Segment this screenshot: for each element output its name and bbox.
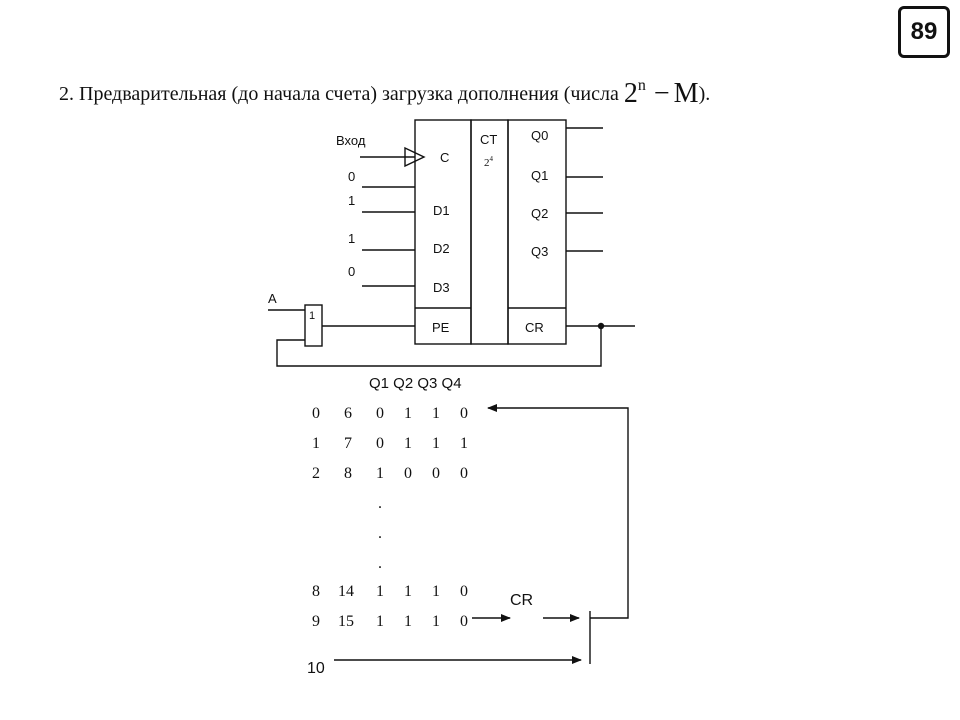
row-value: 7 (344, 435, 352, 452)
row-bit-q2: 1 (404, 435, 412, 452)
counter-core (471, 120, 508, 344)
row-bit-q1: 1 (376, 583, 384, 600)
row-bit-q3: 1 (432, 613, 440, 630)
table-row-3 (312, 583, 468, 600)
data-input-value-3: 0 (348, 264, 356, 279)
row-value: 6 (344, 405, 352, 422)
row-bit-q3: 0 (432, 465, 440, 482)
table-row-2 (312, 465, 468, 482)
reset-return-arrow (488, 408, 628, 618)
count-label: 10 (307, 660, 325, 677)
data-input-label-3: D3 (433, 280, 450, 295)
row-bit-q2: 1 (404, 613, 412, 630)
gate-input-label: A (268, 291, 277, 306)
ellipsis-dot: . (378, 555, 382, 572)
row-bit-q1: 1 (376, 613, 384, 630)
modulus-exponent: 4 (489, 155, 493, 163)
modulus-base: 2 (484, 157, 490, 169)
gate-label: 1 (309, 310, 316, 322)
row-bit-q3: 1 (432, 435, 440, 452)
row-step: 0 (312, 405, 320, 422)
data-input-value-0: 0 (348, 169, 356, 184)
counter-label: CT (480, 132, 498, 147)
page-number: 89 (898, 6, 950, 58)
formula-base: 2 (623, 78, 638, 109)
ellipsis-dot: . (378, 525, 382, 542)
row-bit-q1: 1 (376, 465, 384, 482)
ellipsis-dot: . (378, 495, 382, 512)
row-bit-q2: 0 (404, 465, 412, 482)
row-bit-q1: 0 (376, 405, 384, 422)
table-row-0 (312, 405, 468, 422)
row-step: 1 (312, 435, 320, 452)
input-label: Вход (336, 133, 366, 148)
row-step: 9 (312, 613, 320, 630)
row-bit-q4: 1 (460, 435, 468, 452)
table-row-1 (312, 435, 468, 452)
pe-label: PE (432, 320, 450, 335)
row-bit-q4: 0 (460, 465, 468, 482)
output-label-q3: Q3 (531, 244, 549, 259)
row-bit-q4: 0 (460, 583, 468, 600)
row-step: 8 (312, 583, 320, 600)
modulus-label (484, 155, 494, 169)
row-step: 2 (312, 465, 320, 482)
data-input-label-1: D1 (433, 203, 450, 218)
formula-minus: − (653, 78, 670, 109)
data-input-value-1: 1 (348, 193, 356, 208)
row-bit-q4: 0 (460, 613, 468, 630)
row-value: 8 (344, 465, 352, 482)
formula-exponent: n (637, 77, 646, 94)
formula-variable: M (673, 78, 699, 109)
row-bit-q2: 1 (404, 405, 412, 422)
output-label-q1: Q1 (531, 168, 549, 183)
title-suffix: ). (698, 83, 711, 105)
data-input-label-2: D2 (433, 241, 450, 256)
row-bit-q2: 1 (404, 583, 412, 600)
cr-label: CR (525, 320, 544, 335)
table-header: Q1 Q2 Q3 Q4 (369, 375, 462, 392)
row-value: 14 (338, 583, 354, 600)
row-bit-q4: 0 (460, 405, 468, 422)
clock-label: C (440, 150, 450, 165)
row-bit-q1: 0 (376, 435, 384, 452)
output-label-q2: Q2 (531, 206, 549, 221)
row-bit-q3: 1 (432, 583, 440, 600)
data-input-value-2: 1 (348, 231, 356, 246)
output-section (508, 120, 566, 344)
table-row-4 (312, 613, 468, 630)
state-table (312, 405, 468, 630)
output-label-q0: Q0 (531, 128, 549, 143)
table-cr-label: CR (510, 592, 534, 609)
row-value: 15 (338, 613, 354, 630)
counter-circuit (268, 120, 635, 366)
row-bit-q3: 1 (432, 405, 440, 422)
junction-dot (598, 323, 604, 329)
title-text: 2. Предварительная (до начала счета) загрузка дополнения (числа (59, 83, 624, 105)
